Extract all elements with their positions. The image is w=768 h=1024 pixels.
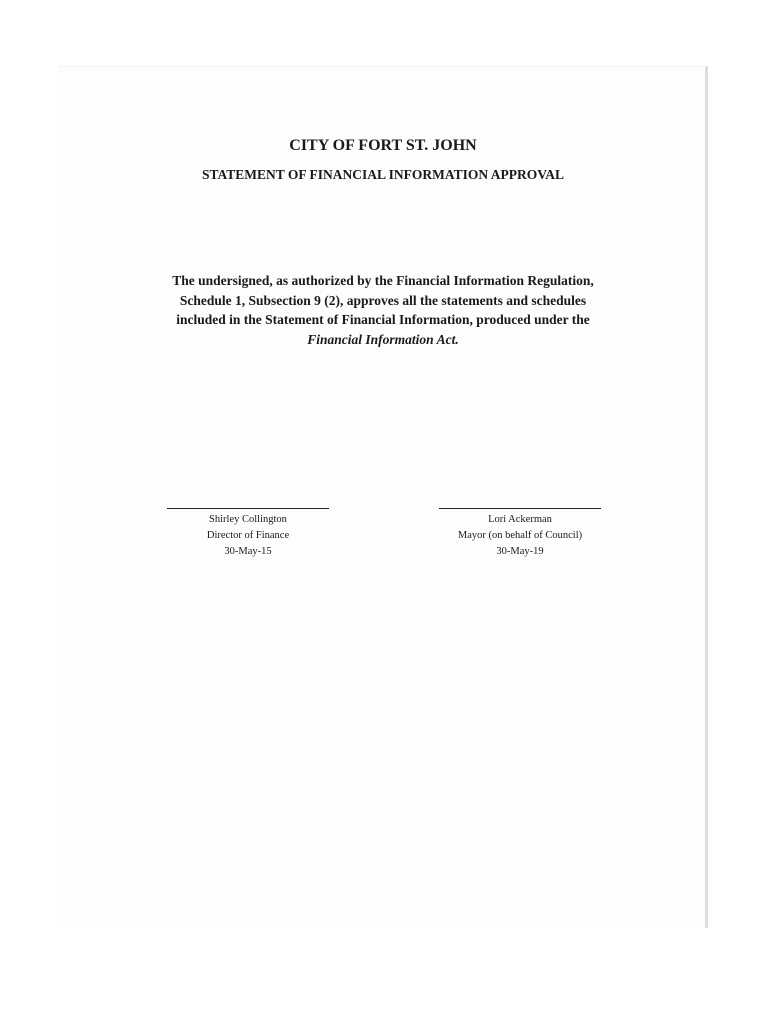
signatory-role: Mayor (on behalf of Council) [457, 530, 583, 541]
signature-date: 30-May-19 [496, 546, 544, 557]
signature-line [167, 508, 329, 511]
signature-block-finance [167, 508, 329, 560]
signatory-role: Director of Finance [206, 530, 290, 541]
act-name: Financial Information Act. [307, 331, 459, 347]
approval-statement [158, 271, 608, 349]
document-page [58, 66, 708, 928]
signatory-name: Lori Ackerman [488, 514, 552, 525]
approval-statement-text: The undersigned, as authorized by the Financial Information Regulation, Schedule 1, Subsection 9 (2), approves all the statements and schedules included in the Statement of Financial Information, produced under the [172, 273, 594, 327]
document-title: CITY OF FORT ST. JOHN [289, 137, 477, 154]
signature-date: 30-May-15 [224, 546, 272, 557]
signature-block-mayor [439, 508, 601, 560]
signature-line [439, 508, 601, 511]
signatory-name: Shirley Collington [209, 514, 287, 525]
document-subtitle: STATEMENT OF FINANCIAL INFORMATION APPROVAL [201, 167, 565, 182]
